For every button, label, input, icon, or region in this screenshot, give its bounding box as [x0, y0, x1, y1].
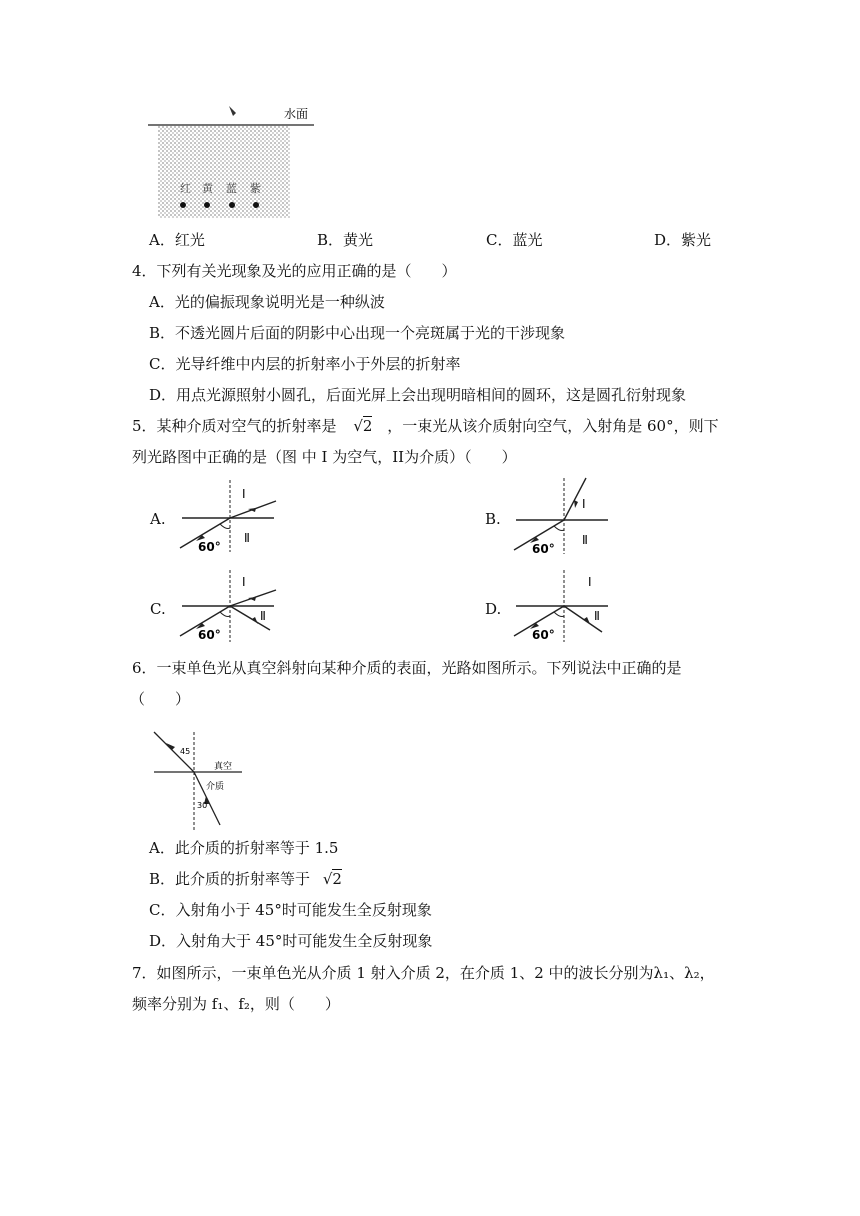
medium-top-label: I: [588, 575, 592, 589]
q6-stem: 6．一束单色光从真空斜射向某种介质的表面，光路如图所示。下列说法中正确的是: [132, 659, 682, 677]
sqrt-radicand: 2: [362, 417, 373, 435]
q5-stem-part-a: 5．某种介质对空气的折射率是: [132, 417, 337, 435]
angle-label: 60°: [198, 628, 221, 642]
q5-diagram-b: [512, 476, 616, 556]
dot-label-red: 红: [180, 182, 191, 195]
q6-option-c: C．入射角小于 45°时可能发生全反射现象: [149, 901, 432, 919]
q5-stem-part-b: ，一束光从该介质射向空气，入射角是 60°，则下: [387, 417, 719, 435]
angle-label: 60°: [532, 542, 555, 556]
q5-diagram-c: [176, 568, 280, 644]
q4-stem: 4．下列有关光现象及光的应用正确的是（ ）: [132, 262, 457, 280]
q6-stem-paren: （ ）: [130, 690, 191, 708]
medium-bottom-label: Ⅱ: [594, 609, 600, 623]
angle-arc: [554, 526, 564, 531]
q3-option-c: C．蓝光: [486, 231, 543, 249]
q5-diagram-d: [512, 568, 616, 644]
q3-option-a: A．红光: [149, 231, 205, 249]
q5-option-a-letter: A.: [150, 510, 166, 528]
q4-option-d: D．用点光源照射小圆孔，后面光屏上会出现明暗相间的圆环，这是圆孔衍射现象: [149, 386, 687, 404]
angle-arc: [220, 612, 230, 617]
q6-refraction-diagram: [148, 730, 248, 834]
dot-label-yellow: 黄: [202, 182, 213, 195]
light-source-dot: [229, 202, 235, 208]
medium-bottom-label: Ⅱ: [260, 609, 266, 623]
q5-stem: [132, 415, 719, 436]
light-source-dot: [253, 202, 259, 208]
q7-stem-line1: 7．如图所示，一束单色光从介质 1 射入介质 2，在介质 1、2 中的波长分别为λ₁、λ₂，: [132, 964, 715, 982]
sqrt-expression: √2: [322, 870, 342, 888]
sqrt-expression: √2: [353, 417, 373, 435]
angle-arc: [220, 524, 230, 529]
q6-option-d: D．入射角大于 45°时可能发生全反射现象: [149, 932, 433, 950]
sqrt-radicand: 2: [332, 870, 342, 888]
light-source-dot: [204, 202, 210, 208]
incident-angle-label: 45: [180, 747, 191, 756]
arrow-icon: [574, 500, 578, 508]
medium-label: 介质: [206, 782, 225, 792]
q3-option-d: D．紫光: [654, 231, 712, 249]
vacuum-label: 真空: [214, 762, 233, 772]
water-figure: [146, 98, 326, 222]
q4-option-b: B．不透光圆片后面的阴影中心出现一个亮斑属于光的干涉现象: [149, 324, 566, 342]
medium-bottom-label: Ⅱ: [244, 531, 250, 545]
q4-option-a: A．光的偏振现象说明光是一种纵波: [149, 293, 385, 311]
q7-stem-line2: 频率分别为 f₁、f₂，则（ ）: [132, 995, 340, 1013]
q6-option-b: [149, 868, 342, 889]
q5-option-c-letter: C.: [150, 600, 166, 618]
q5-option-b-letter: B.: [485, 510, 501, 528]
medium-top-label: I: [582, 497, 586, 511]
medium-bottom-label: Ⅱ: [582, 533, 588, 547]
angle-label: 60°: [532, 628, 555, 642]
light-source-dot: [180, 202, 186, 208]
observer-eye-icon: [229, 106, 236, 116]
refraction-angle-label: 30: [197, 801, 208, 810]
angle-label: 60°: [198, 540, 221, 554]
q6-option-a: A．此介质的折射率等于 1.5: [149, 839, 339, 857]
refracted-ray: [194, 772, 220, 825]
angle-arc: [554, 612, 564, 617]
q5-option-d-letter: D.: [485, 600, 502, 618]
q6-option-b-text: B．此介质的折射率等于: [149, 870, 311, 888]
medium-top-label: I: [242, 575, 246, 589]
water-region: [158, 126, 290, 218]
q4-option-c: C．光导纤维中内层的折射率小于外层的折射率: [149, 355, 461, 373]
dot-label-blue: 蓝: [226, 182, 237, 195]
medium-top-label: I: [242, 487, 246, 501]
q3-option-b: B．黄光: [317, 231, 374, 249]
dot-label-purple: 紫: [250, 182, 261, 195]
q5-stem-line2: 列光路图中正确的是（图 中 I 为空气，II为介质）（ ）: [132, 448, 517, 466]
surface-label: 水面: [284, 107, 309, 121]
q5-diagram-a: [176, 478, 280, 554]
